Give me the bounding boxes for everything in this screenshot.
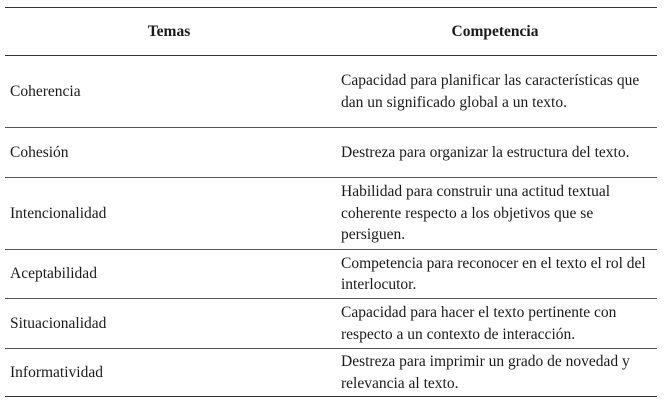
- competencia-cell: Capacidad para hacer el texto pertinente con respecto a un contexto de interacción.: [333, 299, 657, 349]
- competencia-cell: Competencia para reconocer en el texto el rol del interlocutor.: [333, 250, 657, 299]
- table-row: [5, 299, 657, 349]
- competencies-table: [5, 7, 657, 397]
- table-row: [5, 56, 657, 128]
- header-temas: Temas: [5, 8, 333, 56]
- table-row: [5, 128, 657, 178]
- tema-cell: Informatividad: [5, 349, 333, 397]
- tema-cell: Situacionalidad: [5, 299, 333, 349]
- tema-cell: Coherencia: [5, 56, 333, 128]
- tema-cell: Intencionalidad: [5, 178, 333, 250]
- competencia-cell: Destreza para imprimir un grado de novedad y relevancia al texto.: [333, 349, 657, 397]
- table-header-row: [5, 8, 657, 56]
- table-row: [5, 349, 657, 397]
- competencia-cell: Capacidad para planificar las características que dan un significado global a un texto.: [333, 56, 657, 128]
- table-row: [5, 250, 657, 299]
- tema-cell: Aceptabilidad: [5, 250, 333, 299]
- competencia-cell: Habilidad para construir una actitud textual coherente respecto a los objetivos que se persiguen.: [333, 178, 657, 250]
- competencia-cell: Destreza para organizar la estructura del texto.: [333, 128, 657, 178]
- tema-cell: Cohesión: [5, 128, 333, 178]
- table-row: [5, 178, 657, 250]
- header-competencia: Competencia: [333, 8, 657, 56]
